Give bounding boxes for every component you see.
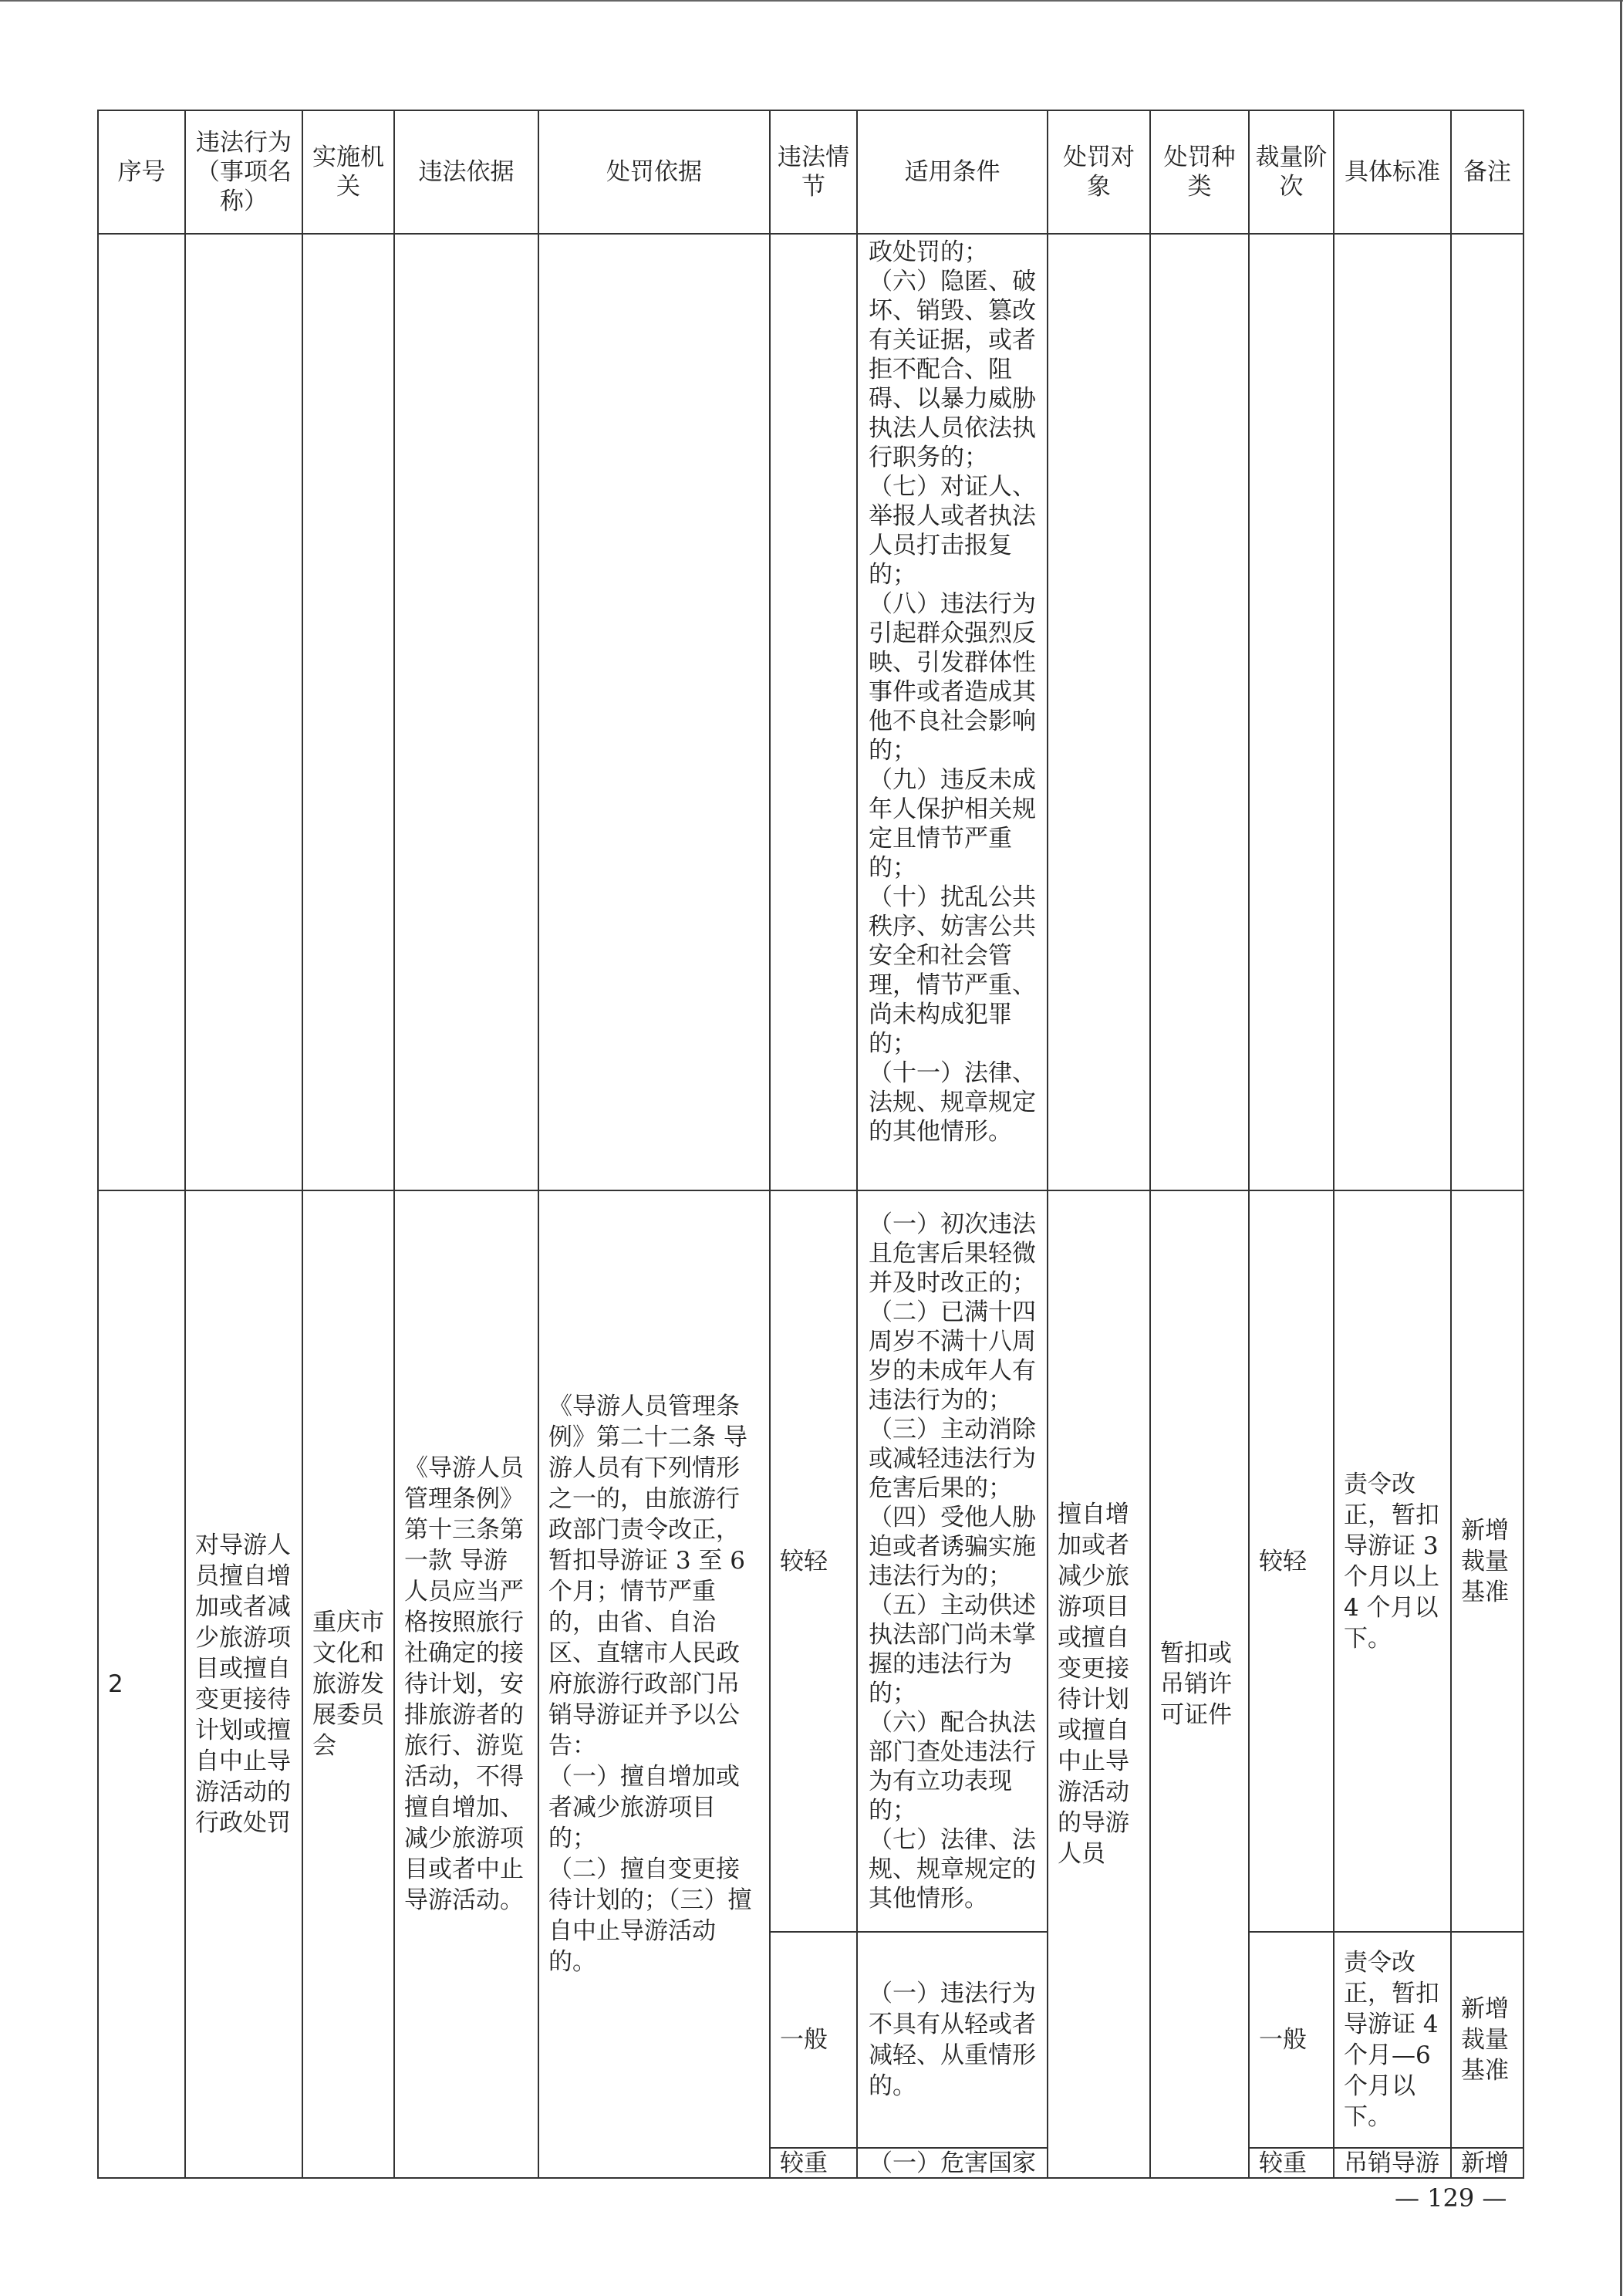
empty-cell xyxy=(394,234,538,1190)
grade-heavy-standard: 吊销导游 xyxy=(1334,2148,1451,2178)
empty-cell xyxy=(98,234,185,1190)
empty-cell xyxy=(1249,234,1334,1190)
grade-normal-remark: 新增裁量基准 xyxy=(1451,1932,1523,2148)
continuation-condition: 政处罚的； （六）隐匿、破坏、销毁、篡改有关证据，或者拒不配合、阻碍、以暴力威胁执法人员依法执行职务的； （七）对证人、举报人或者执法人员打击报复的； （八）违法行为引起群众强烈反映、引发群体性事件或者造成其他不良社会影响的； （九）违反未成年人保护相关规定且情节严重的； （十）扰乱公共秩序、妨害公共安全和社会管理，情节严重、尚未构成犯罪的； （十一）法律、法规、规章规定的其他情形。 xyxy=(857,234,1048,1190)
entry-illegal-basis: 《导游人员管理条例》第十三条第一款 导游人员应当严格按照旅行社确定的接待计划，安排旅游者的旅行、游览活动，不得擅自增加、减少旅游项目或者中止导游活动。 xyxy=(394,1190,538,2178)
empty-cell xyxy=(538,234,770,1190)
empty-cell xyxy=(770,234,857,1190)
table-header-row xyxy=(98,110,1523,234)
entry-agency: 重庆市文化和旅游发展委员会 xyxy=(302,1190,394,2178)
header-penalty-type: 处罚种类 xyxy=(1150,110,1249,234)
table-row-grade-light xyxy=(98,1190,1523,1932)
continuation-row xyxy=(98,234,1523,1190)
header-level: 裁量阶次 xyxy=(1249,110,1334,234)
entry-behavior: 对导游人员擅自增加或者减少旅游项目或擅自变更接待计划或擅自中止导游活动的行政处罚 xyxy=(185,1190,302,2178)
grade-heavy-remark: 新增 xyxy=(1451,2148,1523,2178)
grade-heavy-circumstance: 较重 xyxy=(770,2148,857,2178)
empty-cell xyxy=(1334,234,1451,1190)
empty-cell xyxy=(1048,234,1150,1190)
empty-cell xyxy=(302,234,394,1190)
header-target: 处罚对象 xyxy=(1048,110,1150,234)
entry-target: 擅自增加或者减少旅游项目或擅自变更接待计划或擅自中止导游活动的导游人员 xyxy=(1048,1190,1150,2178)
entry-penalty-type: 暂扣或吊销许可证件 xyxy=(1150,1190,1249,2178)
grade-normal-level: 一般 xyxy=(1249,1932,1334,2148)
empty-cell xyxy=(185,234,302,1190)
page-number: — 129 — xyxy=(1395,2183,1507,2213)
header-agency: 实施机关 xyxy=(302,110,394,234)
header-condition: 适用条件 xyxy=(857,110,1048,234)
header-circumstance: 违法情节 xyxy=(770,110,857,234)
header-standard: 具体标准 xyxy=(1334,110,1451,234)
grade-normal-standard: 责令改正，暂扣导游证 4 个月—6 个月以下。 xyxy=(1334,1932,1451,2148)
top-border-line xyxy=(0,0,1623,2)
header-illegal-basis: 违法依据 xyxy=(394,110,538,234)
grade-heavy-level: 较重 xyxy=(1249,2148,1334,2178)
empty-cell xyxy=(1150,234,1249,1190)
grade-light-level: 较轻 xyxy=(1249,1190,1334,1932)
grade-normal-condition: （一）违法行为不具有从轻或者减轻、从重情形的。 xyxy=(857,1932,1048,2148)
grade-light-condition: （一）初次违法且危害后果轻微并及时改正的； （二）已满十四周岁不满十八周岁的未成年人有违法行为的； （三）主动消除或减轻违法行为危害后果的； （四）受他人胁迫或者诱骗实施违法行为的； （五）主动供述执法部门尚未掌握的违法行为的； （六）配合执法部门查处违法行为有立功表现的； （七）法律、法规、规章规定的其他情形。 xyxy=(857,1190,1048,1932)
entry-penalty-basis: 《导游人员管理条例》第二十二条 导游人员有下列情形之一的，由旅游行政部门责令改正，暂扣导游证 3 至 6 个月；情节严重的，由省、自治区、直辖市人民政府旅游行政部门吊销导游证并予以公告： （一）擅自增加或者减少旅游项目的； （二）擅自变更接待计划的；（三）擅自中止导游活动的。 xyxy=(538,1190,770,2178)
grade-normal-circumstance: 一般 xyxy=(770,1932,857,2148)
entry-seq: 2 xyxy=(98,1190,185,2178)
grade-light-remark: 新增裁量基准 xyxy=(1451,1190,1523,1932)
header-behavior: 违法行为（事项名称） xyxy=(185,110,302,234)
grade-heavy-condition: （一）危害国家 xyxy=(857,2148,1048,2178)
penalty-discretion-table xyxy=(97,110,1524,2179)
grade-light-circumstance: 较轻 xyxy=(770,1190,857,1932)
right-border-line xyxy=(1620,0,1622,2296)
header-seq: 序号 xyxy=(98,110,185,234)
header-penalty-basis: 处罚依据 xyxy=(538,110,770,234)
empty-cell xyxy=(1451,234,1523,1190)
grade-light-standard: 责令改正，暂扣导游证 3 个月以上 4 个月以下。 xyxy=(1334,1190,1451,1932)
header-remark: 备注 xyxy=(1451,110,1523,234)
